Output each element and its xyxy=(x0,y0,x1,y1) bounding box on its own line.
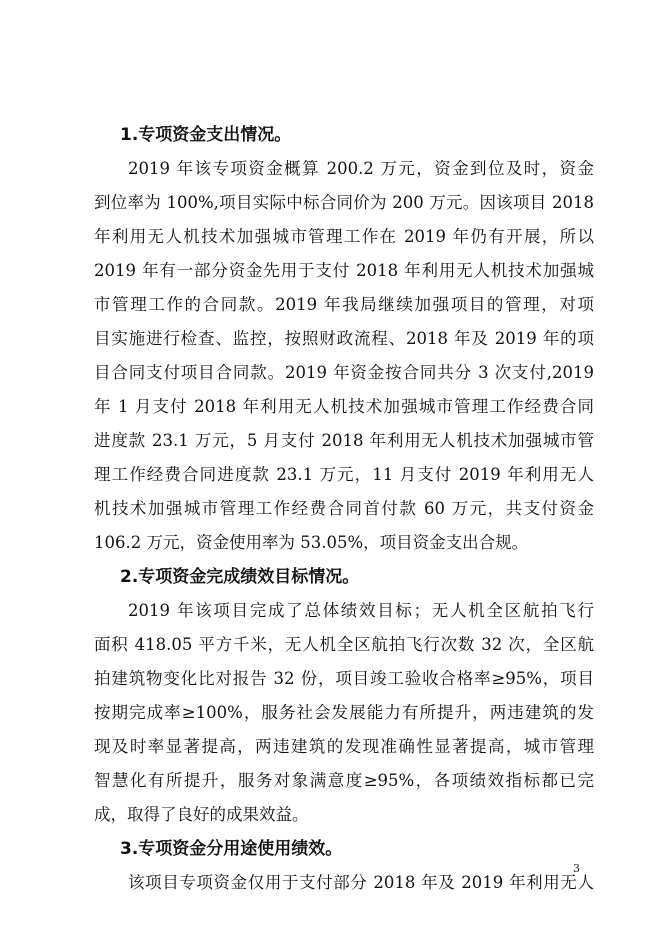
section-performance-goals xyxy=(94,560,594,832)
text-line: 理工作经费合同进度款 23.1 万元，11 月支付 2019 年利用无人 xyxy=(94,465,594,484)
text-line: 市管理工作的合同款。2019 年我局继续加强项目的管理，对项 xyxy=(94,295,594,314)
document-body xyxy=(94,118,594,900)
section-heading: 1.专项资金支出情况。 xyxy=(120,125,292,145)
section-heading: 3.专项资金分用途使用绩效。 xyxy=(120,839,343,859)
text-line: 年利用无人机技术加强城市管理工作在 2019 年仍有开展，所以 xyxy=(94,227,594,246)
text-line: 2019 年该项目完成了总体绩效目标；无人机全区航拍飞行 xyxy=(128,601,594,620)
text-line: 2019 年该专项资金概算 200.2 万元，资金到位及时，资金 xyxy=(128,159,594,178)
text-line: 年 1 月支付 2018 年利用无人机技术加强城市管理工作经费合同 xyxy=(94,397,594,416)
text-line: 成，取得了良好的成果效益。 xyxy=(94,805,309,824)
section-heading: 2.专项资金完成绩效目标情况。 xyxy=(120,567,360,587)
text-line: 进度款 23.1 万元，5 月支付 2018 年利用无人机技术加强城市管 xyxy=(94,431,594,450)
paragraph xyxy=(94,594,594,832)
text-line: 按期完成率≥100%，服务社会发展能力有所提升，两违建筑的发 xyxy=(94,703,594,722)
text-line: 现及时率显著提高，两违建筑的发现准确性显著提高，城市管理 xyxy=(94,737,594,756)
text-line: 机技术加强城市管理工作经费合同首付款 60 万元，共支付资金 xyxy=(94,499,594,518)
text-line: 智慧化有所提升，服务对象满意度≥95%，各项绩效指标都已完 xyxy=(94,771,594,790)
section-expenditure xyxy=(94,118,594,560)
paragraph xyxy=(94,152,594,560)
text-line: 该项目专项资金仅用于支付部分 2018 年及 2019 年利用无人 xyxy=(128,873,594,892)
section-usage-performance xyxy=(94,832,594,900)
text-line: 106.2 万元，资金使用率为 53.05%，项目资金支出合规。 xyxy=(94,533,529,552)
text-line: 到位率为 100%,项目实际中标合同价为 200 万元。因该项目 2018 xyxy=(94,193,594,212)
text-line: 2019 年有一部分资金先用于支付 2018 年利用无人机技术加强城 xyxy=(94,261,594,280)
text-line: 目合同支付项目合同款。2019 年资金按合同共分 3 次支付,2019 xyxy=(94,363,594,382)
page-number: 3 xyxy=(573,862,580,875)
text-line: 拍建筑物变化比对报告 32 份，项目竣工验收合格率≥95%，项目 xyxy=(94,669,594,688)
text-line: 面积 418.05 平方千米，无人机全区航拍飞行次数 32 次，全区航 xyxy=(94,635,594,654)
text-line: 目实施进行检查、监控，按照财政流程、2018 年及 2019 年的项 xyxy=(94,329,594,348)
paragraph xyxy=(94,866,594,900)
